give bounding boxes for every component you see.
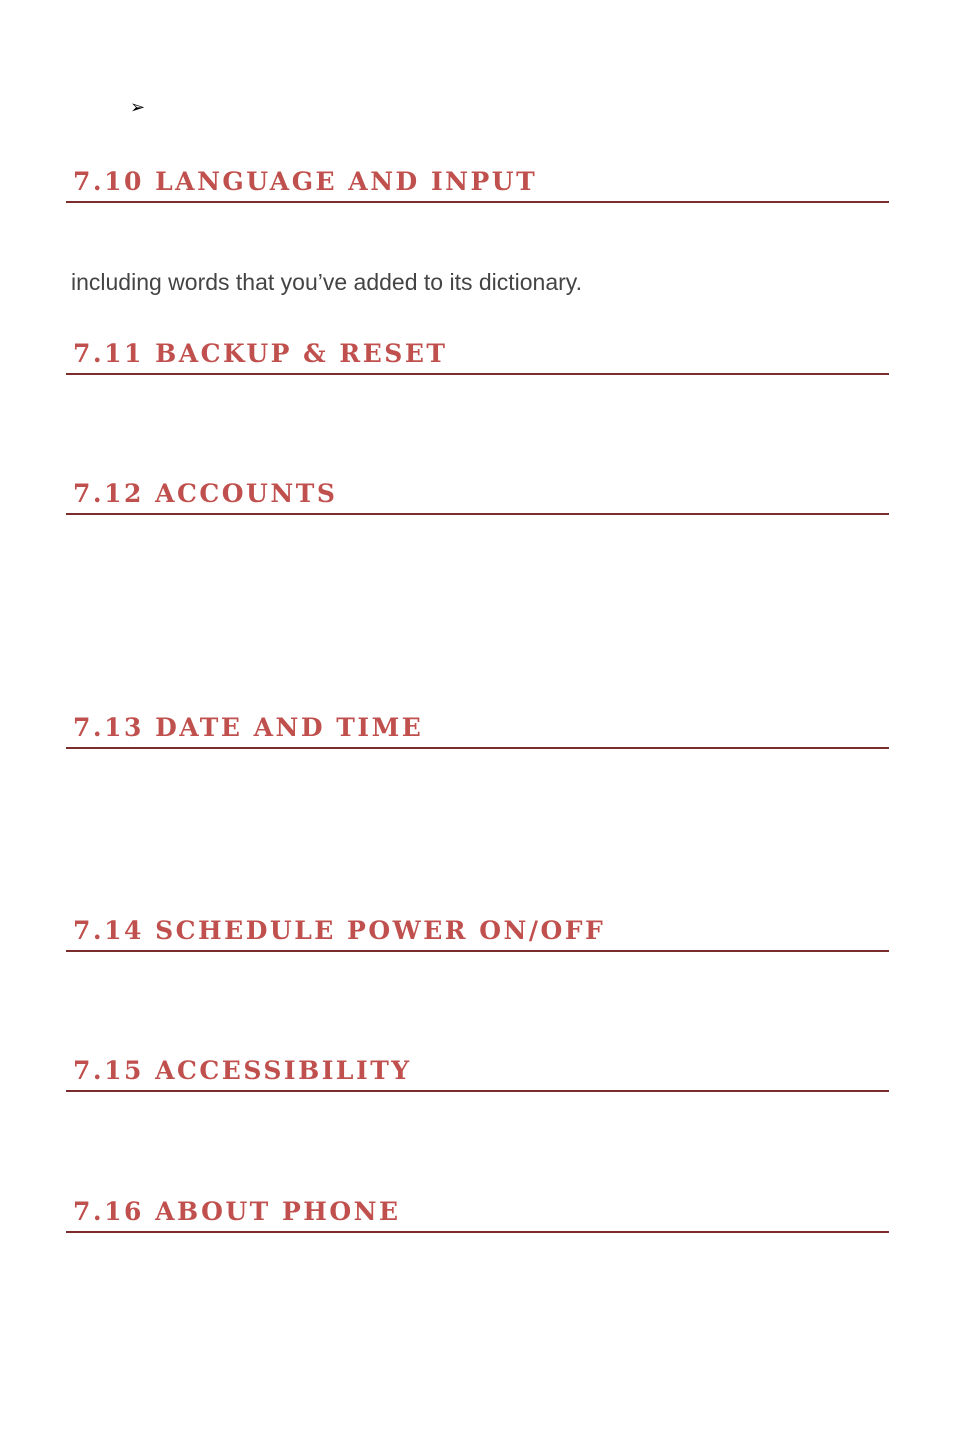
section-heading: 7.15 ACCESSIBILITY (73, 1056, 412, 1085)
section-7-15 (66, 1048, 889, 1092)
body-paragraph: including words that you’ve added to its dictionary. (71, 269, 582, 295)
section-7-11 (66, 331, 889, 375)
section-heading: 7.16 ABOUT PHONE (73, 1197, 401, 1226)
section-heading: 7.12 ACCOUNTS (73, 479, 338, 508)
section-heading: 7.10 LANGUAGE AND INPUT (73, 167, 538, 196)
section-heading: 7.14 SCHEDULE POWER ON/OFF (73, 916, 606, 945)
section-divider (66, 950, 889, 952)
section-7-10 (66, 159, 889, 203)
section-7-16 (66, 1189, 889, 1233)
section-divider (66, 201, 889, 203)
section-divider (66, 513, 889, 515)
section-divider (66, 1231, 889, 1233)
section-7-12 (66, 471, 889, 515)
section-heading: 7.13 DATE AND TIME (73, 713, 424, 742)
arrowhead-bullet-icon: ➢ (130, 97, 146, 118)
section-divider (66, 1090, 889, 1092)
section-divider (66, 373, 889, 375)
section-heading: 7.11 BACKUP & RESET (73, 339, 448, 368)
section-7-13 (66, 705, 889, 749)
section-7-14 (66, 908, 889, 952)
section-divider (66, 747, 889, 749)
